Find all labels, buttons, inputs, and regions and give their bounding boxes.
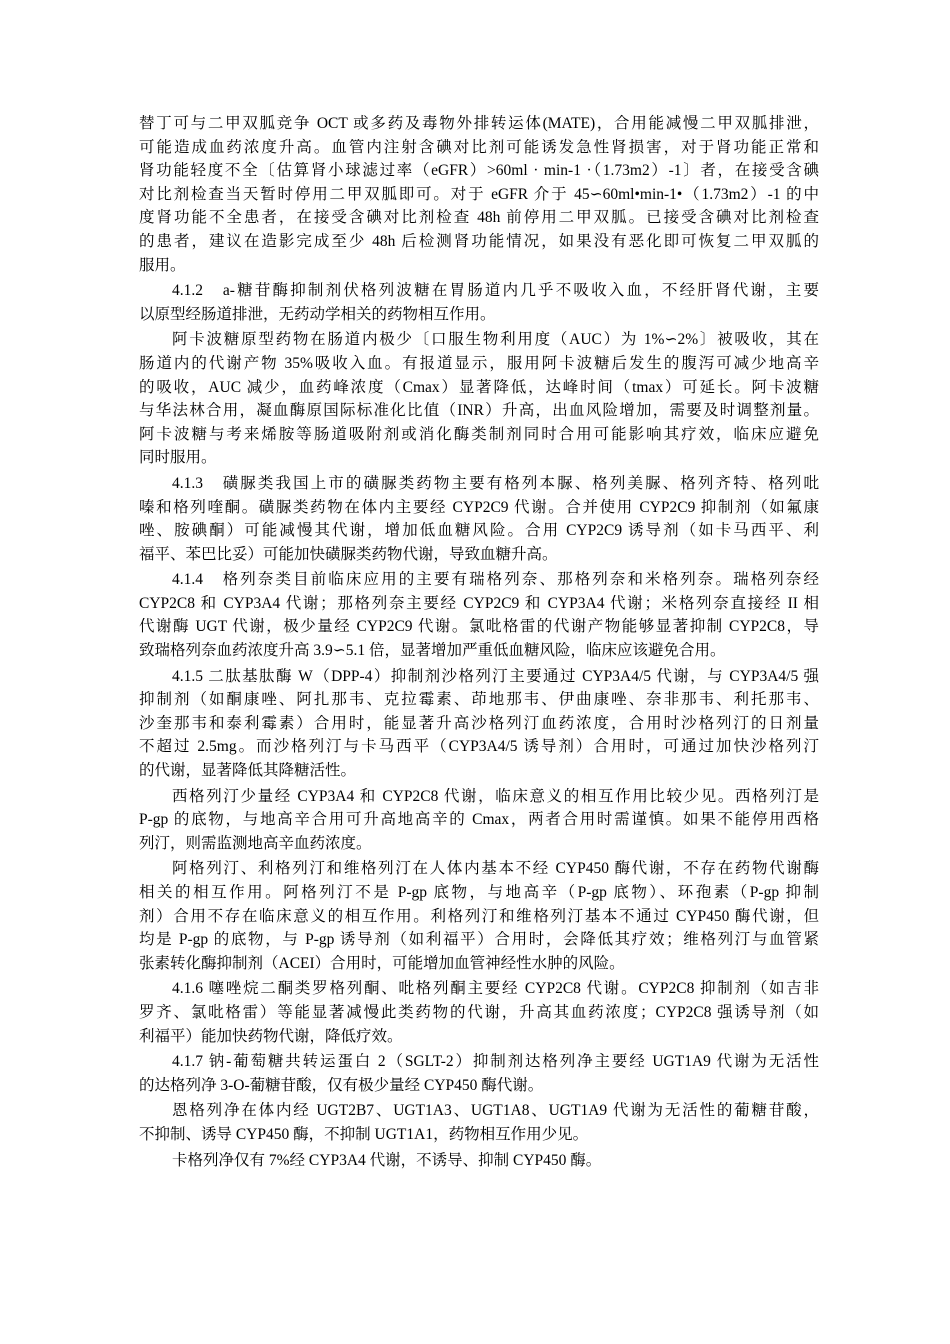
paragraph <box>139 1099 819 1146</box>
text-line: 肾功能轻度不全〔估算肾小球滤过率（eGFR）>60ml · min-1 ·（1.73m2）-1〕者，在接受含碘 <box>139 162 819 180</box>
text-line: 抑制剂（如酮康唑、阿扎那韦、克拉霉素、茚地那韦、伊曲康唑、奈非那韦、利托那韦、 <box>139 691 819 709</box>
paragraph <box>139 279 819 326</box>
text-line: 恩格列净在体内经 UGT2B7、UGT1A3、UGT1A8、UGT1A9 代谢为无活性的葡糖苷酸， <box>172 1102 819 1120</box>
paragraph <box>139 665 819 783</box>
text-line: 替丁可与二甲双胍竞争 OCT 或多药及毒物外排转运体(MATE)，合用能减慢二甲双胍排泄， <box>139 115 819 132</box>
text-line: 罗齐、氯吡格雷）等能显著减慢此类药物的代谢，升高其血药浓度；CYP2C8 强诱导剂（如 <box>139 1003 819 1021</box>
text-line: 4.1.6 噻唑烷二酮类罗格列酮、吡格列酮主要经 CYP2C8 代谢。CYP2C8 抑制剂（如吉非 <box>172 980 819 998</box>
text-line: CYP2C8 和 CYP3A4 代谢；那格列奈主要经 CYP2C9 和 CYP3A4 代谢；米格列奈直接经 II 相 <box>139 594 819 612</box>
text-line: 沙奎那韦和泰利霉素）合用时，能显著升高沙格列汀血药浓度，合用时沙格列汀的日剂量 <box>139 714 819 732</box>
text-line: 服用。 <box>139 256 186 274</box>
text-line: 的达格列净 3-O-葡糖苷酸，仅有极少量经 CYP450 酶代谢。 <box>139 1076 544 1094</box>
text-line: 嗪和格列喹酮。磺脲类药物在体内主要经 CYP2C9 代谢。合并使用 CYP2C9 抑制剂（如氟康 <box>139 498 819 516</box>
text-line: 4.1.5 二肽基肽酶 W（DPP-4）抑制剂沙格列汀主要通过 CYP3A4/5 代谢，与 CYP3A4/5 强 <box>172 667 819 685</box>
paragraph <box>139 328 819 470</box>
text-line: 度肾功能不全患者，在接受含碘对比剂检查 48h 前停用二甲双胍。已接受含碘对比剂检查 <box>139 209 819 227</box>
paragraph <box>139 1050 819 1097</box>
text-line: 可能造成血药浓度升高。血管内注射含碘对比剂可能诱发急性肾损害，对于肾功能正常和 <box>139 138 819 156</box>
text-line: 阿格列汀、利格列汀和维格列汀在人体内基本不经 CYP450 酶代谢，不存在药物代谢酶 <box>172 860 819 878</box>
text-line: 4.1.4 格列奈类目前临床应用的主要有瑞格列奈、那格列奈和米格列奈。瑞格列奈经 <box>172 571 819 589</box>
text-line: 不超过 2.5mg。而沙格列汀与卡马西平（CYP3A4/5 诱导剂）合用时，可通过加快沙格列汀 <box>139 738 819 756</box>
text-line: 对比剂检查当天暂时停用二甲双胍即可。对于 eGFR 介于 45∽60ml•min-1•（1.73m2）-1 的中 <box>139 185 819 203</box>
text-line: 阿卡波糖与考来烯胺等肠道吸附剂或消化酶类制剂同时合用可能影响其疗效，临床应避免 <box>139 425 819 443</box>
text-line: 剂）合用不存在临床意义的相互作用。利格列汀和维格列汀基本不通过 CYP450 酶代谢，但 <box>139 907 819 925</box>
text-line: 的吸收，AUC 减少，血药峰浓度（Cmax）显著降低，达峰时间（tmax）可延长。阿卡波糖 <box>139 378 819 396</box>
text-line: 列汀，则需监测地高辛血药浓度。 <box>139 834 372 852</box>
text-line: 阿卡波糖原型药物在肠道内极少〔口服生物利用度（AUC）为 1%∽2%〕被吸收，其在 <box>172 331 819 349</box>
text-line: 张素转化酶抑制剂（ACEI）合用时，可能增加血管神经性水肿的风险。 <box>139 954 625 972</box>
text-line: 相关的相互作用。阿格列汀不是 P-gp 底物，与地高辛（P-gp 底物）、环孢素（P-gp 抑制 <box>139 884 819 901</box>
text-line: 利福平）能加快药物代谢，降低疗效。 <box>139 1027 403 1045</box>
text-line: 代谢酶 UGT 代谢，极少量经 CYP2C9 代谢。氯吡格雷的代谢产物能够显著抑制 CYP2C8，导 <box>139 618 819 636</box>
paragraph <box>139 785 819 856</box>
text-line: 4.1.7 钠-葡萄糖共转运蛋白 2（SGLT-2）抑制剂达格列净主要经 UGT1A9 代谢为无活性 <box>172 1053 819 1071</box>
document-page <box>139 112 819 1174</box>
text-line: 以原型经肠道排泄，无药动学相关的药物相互作用。 <box>139 305 496 323</box>
paragraph <box>139 472 819 566</box>
text-line: 4.1.2 a-糖苷酶抑制剂伏格列波糖在胃肠道内几乎不吸收入血，不经肝肾代谢，主要 <box>172 282 819 300</box>
text-line: 卡格列净仅有 7%经 CYP3A4 代谢，不诱导、抑制 CYP450 酶。 <box>172 1151 602 1169</box>
paragraph <box>139 857 819 975</box>
text-line: 均是 P-gp 的底物，与 P-gp 诱导剂（如利福平）合用时，会降低其疗效；维格列汀与血管紧 <box>139 931 819 949</box>
text-line: 福平、苯巴比妥）可能加快磺脲类药物代谢，导致血糖升高。 <box>139 545 558 563</box>
text-line: 西格列汀少量经 CYP3A4 和 CYP2C8 代谢，临床意义的相互作用比较少见。西格列汀是 <box>172 787 819 805</box>
text-line: 不抑制、诱导 CYP450 酶，不抑制 UGT1A1，药物相互作用少见。 <box>139 1125 589 1143</box>
text-line: 4.1.3 磺脲类我国上市的磺脲类药物主要有格列本脲、格列美脲、格列齐特、格列吡 <box>172 474 819 492</box>
paragraph <box>139 112 819 277</box>
text-line: P-gp 的底物，与地高辛合用可升高地高辛的 Cmax，两者合用时需谨慎。如果不能停用西格 <box>139 811 819 829</box>
paragraph <box>139 568 819 662</box>
text-line: 的代谢，显著降低其降糖活性。 <box>139 762 357 780</box>
text-line: 的患者，建议在造影完成至少 48h 后检测肾功能情况，如果没有恶化即可恢复二甲双胍的 <box>139 232 819 250</box>
text-line: 同时服用。 <box>139 449 217 467</box>
paragraph <box>139 1149 819 1173</box>
text-line: 唑、胺碘酮）可能减慢其代谢，增加低血糖风险。合用 CYP2C9 诱导剂（如卡马西平、利 <box>139 522 819 540</box>
text-line: 肠道内的代谢产物 35%吸收入血。有报道显示，服用阿卡波糖后发生的腹泻可减少地高辛 <box>139 354 819 372</box>
text-line: 致瑞格列奈血药浓度升高 3.9∽5.1 倍，显著增加严重低血糖风险，临床应该避免合用。 <box>139 642 726 660</box>
text-line: 与华法林合用，凝血酶原国际标准化比值（INR）升高，出血风险增加，需要及时调整剂量。 <box>139 402 819 420</box>
paragraph <box>139 977 819 1048</box>
